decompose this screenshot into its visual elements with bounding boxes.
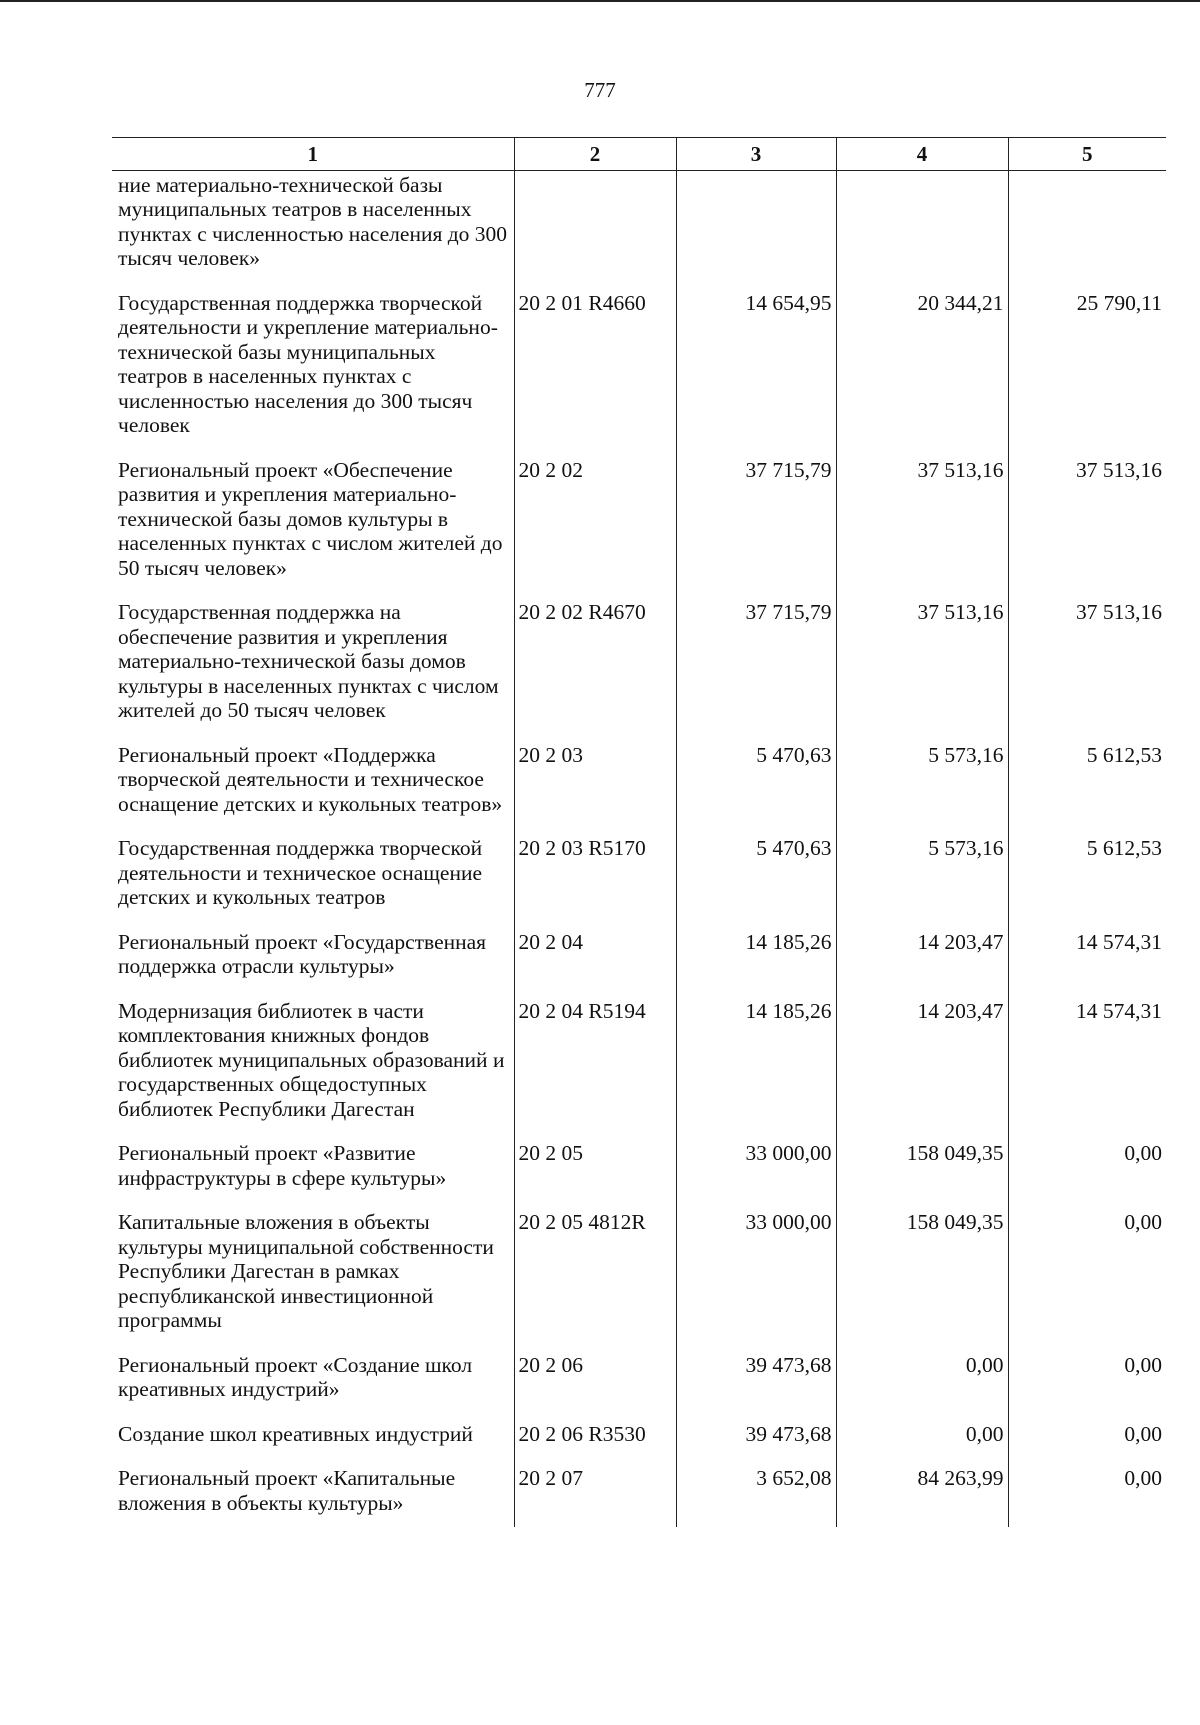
table-row [112, 170, 1166, 283]
row-name: Региональный проект «Капитальные вложения в объекты культуры» [118, 1466, 456, 1515]
header-col-2: 2 [514, 138, 676, 171]
row-value-col5: 37 513,16 [1008, 450, 1166, 593]
table-row [112, 1133, 1166, 1202]
row-value-col4: 84 263,99 [836, 1458, 1008, 1527]
table-header-row [112, 138, 1166, 171]
row-value-col4: 5 573,16 [836, 735, 1008, 829]
row-value-col5: 0,00 [1008, 1345, 1166, 1414]
row-value-col4: 14 203,47 [836, 991, 1008, 1134]
row-code: 20 2 07 [514, 1458, 676, 1527]
row-value-col3: 14 654,95 [676, 283, 836, 450]
row-name: Государственная поддержка на обеспечение развития и укрепления материально-технической базы домов культуры в населенных пунктах с числом жителей до 50 тысяч человек [118, 600, 499, 722]
table-row [112, 283, 1166, 450]
row-value-col4: 5 573,16 [836, 828, 1008, 922]
row-code: 20 2 05 [514, 1133, 676, 1202]
row-value-col3: 39 473,68 [676, 1345, 836, 1414]
row-code: 20 2 06 [514, 1345, 676, 1414]
row-name: Капитальные вложения в объекты культуры муниципальной собственности Республики Дагестан в рамках республиканской инвестиционной программы [118, 1210, 494, 1332]
row-value-col3: 5 470,63 [676, 828, 836, 922]
row-value-col4: 20 344,21 [836, 283, 1008, 450]
row-value-col4: 14 203,47 [836, 922, 1008, 991]
row-value-col3: 33 000,00 [676, 1133, 836, 1202]
row-value-col5 [1008, 170, 1166, 283]
header-col-1: 1 [112, 138, 514, 171]
row-value-col5: 0,00 [1008, 1133, 1166, 1202]
table-row [112, 735, 1166, 829]
table-row [112, 1458, 1166, 1527]
row-name: Создание школ креативных индустрий [118, 1421, 473, 1446]
row-value-col4: 158 049,35 [836, 1202, 1008, 1345]
budget-table [112, 137, 1166, 1527]
row-value-col5: 5 612,53 [1008, 828, 1166, 922]
row-value-col5: 0,00 [1008, 1458, 1166, 1527]
row-code: 20 2 03 R5170 [514, 828, 676, 922]
row-value-col3 [676, 170, 836, 283]
table-row [112, 991, 1166, 1134]
row-name: Региональный проект «Государственная поддержка отрасли культуры» [118, 929, 487, 978]
row-value-col3: 37 715,79 [676, 592, 836, 735]
row-value-col3: 39 473,68 [676, 1414, 836, 1459]
row-name: Региональный проект «Развитие инфраструктуры в сфере культуры» [118, 1141, 447, 1190]
row-value-col5: 14 574,31 [1008, 991, 1166, 1134]
table-row [112, 1414, 1166, 1459]
header-col-4: 4 [836, 138, 1008, 171]
row-name: ние материально-технической базы муниципальных театров в населенных пунктах с численностью населения до 300 тысяч человек» [118, 172, 508, 270]
table-row [112, 1202, 1166, 1345]
row-code: 20 2 05 4812R [514, 1202, 676, 1345]
row-code: 20 2 04 [514, 922, 676, 991]
row-value-col3: 14 185,26 [676, 991, 836, 1134]
table-row [112, 922, 1166, 991]
page-number: 777 [584, 78, 616, 102]
row-code: 20 2 02 [514, 450, 676, 593]
row-value-col4 [836, 170, 1008, 283]
row-name: Государственная поддержка творческой деятельности и укрепление материально-технической базы муниципальных театров в населенных пунктах с численностью населения до 300 тысяч человек [118, 290, 498, 437]
row-code: 20 2 02 R4670 [514, 592, 676, 735]
row-code [514, 170, 676, 283]
row-value-col3: 37 715,79 [676, 450, 836, 593]
row-value-col3: 33 000,00 [676, 1202, 836, 1345]
row-value-col5: 0,00 [1008, 1202, 1166, 1345]
row-value-col5: 5 612,53 [1008, 735, 1166, 829]
row-value-col4: 37 513,16 [836, 450, 1008, 593]
row-name: Государственная поддержка творческой деятельности и техническое оснащение детских и кукольных театров [118, 836, 483, 909]
row-value-col3: 5 470,63 [676, 735, 836, 829]
row-value-col4: 0,00 [836, 1414, 1008, 1459]
row-value-col3: 14 185,26 [676, 922, 836, 991]
row-value-col5: 25 790,11 [1008, 283, 1166, 450]
row-name: Региональный проект «Поддержка творческой деятельности и техническое оснащение детских и кукольных театров» [118, 742, 503, 816]
row-code: 20 2 04 R5194 [514, 991, 676, 1134]
table-row [112, 592, 1166, 735]
table-row [112, 1345, 1166, 1414]
header-col-3: 3 [676, 138, 836, 171]
table-row [112, 828, 1166, 922]
row-name: Региональный проект «Обеспечение развития и укрепления материально-технической базы домов культуры в населенных пунктах с числом жителей до 50 тысяч человек» [118, 457, 503, 580]
row-code: 20 2 01 R4660 [514, 283, 676, 450]
row-value-col4: 37 513,16 [836, 592, 1008, 735]
row-value-col5: 14 574,31 [1008, 922, 1166, 991]
table-body [112, 170, 1166, 1527]
row-value-col5: 37 513,16 [1008, 592, 1166, 735]
row-name: Региональный проект «Создание школ креативных индустрий» [118, 1352, 473, 1401]
row-value-col5: 0,00 [1008, 1414, 1166, 1459]
row-value-col3: 3 652,08 [676, 1458, 836, 1527]
row-code: 20 2 03 [514, 735, 676, 829]
row-value-col4: 158 049,35 [836, 1133, 1008, 1202]
header-col-5: 5 [1008, 138, 1166, 171]
row-name: Модернизация библиотек в части комплектования книжных фондов библиотек муниципальных образований и государственных общедоступных библиотек Республики Дагестан [118, 998, 505, 1121]
table-row [112, 450, 1166, 593]
row-code: 20 2 06 R3530 [514, 1414, 676, 1459]
top-rule [0, 0, 1200, 2]
row-value-col4: 0,00 [836, 1345, 1008, 1414]
